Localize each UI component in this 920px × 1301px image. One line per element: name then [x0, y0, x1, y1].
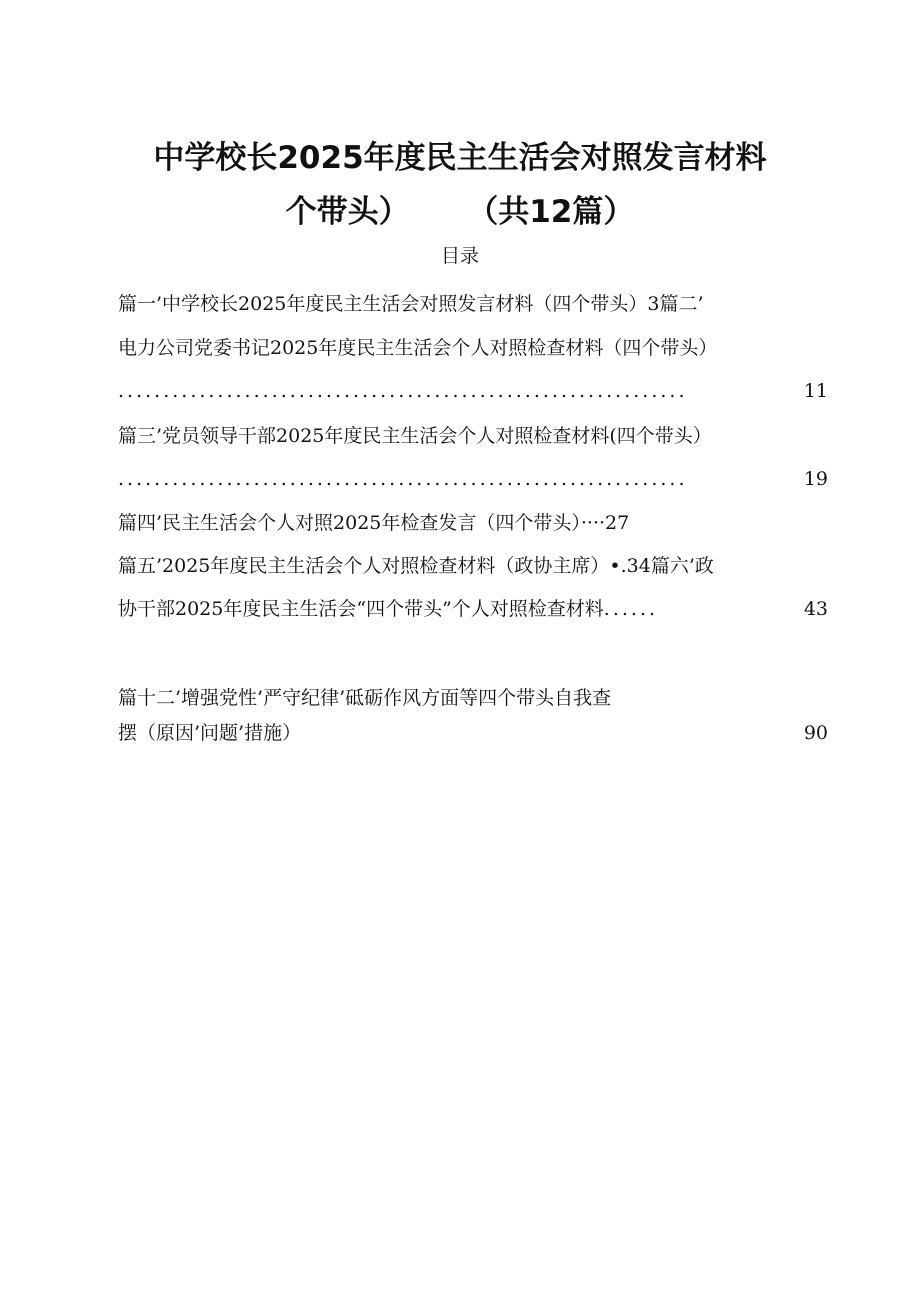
toc-page-number: 90	[803, 722, 828, 744]
toc-page-number: 19	[803, 468, 828, 490]
title-line-2-part-2: （共12篇）	[467, 194, 635, 230]
toc-line-10	[118, 718, 828, 748]
toc-line-7: 篇五’2025年度民主生活会个人对照检查材料（政协主席）•.34篇六’政	[118, 555, 714, 577]
toc-leader-dots: ......	[603, 598, 659, 620]
document-title-line-1: 中学校长2025年度民主生活会对照发言材料	[153, 140, 767, 176]
toc-entry-text: 协干部2025年度民主生活会“四个带头”个人对照检查材料	[118, 598, 604, 620]
toc-leader-dots: ...............................................................	[118, 380, 688, 402]
title-line-2-part-1: 个带头）	[285, 194, 410, 230]
toc-line-3	[118, 376, 828, 406]
document-title-line-2	[0, 192, 920, 232]
toc-line-9: 篇十二’增强党性’严守纪律’砥砺作风方面等四个带头自我查	[118, 687, 612, 709]
toc-line-5	[118, 464, 828, 494]
toc-page-number: 11	[803, 380, 828, 402]
toc-line-8	[118, 594, 828, 624]
toc-line-2: 电力公司党委书记2025年度民主生活会个人对照检查材料（四个带头）	[118, 337, 718, 359]
toc-heading: 目录	[440, 245, 479, 267]
toc-page-number: 43	[803, 598, 828, 620]
toc-line-6: 篇四’民主生活会个人对照2025年检查发言（四个带头）····27	[118, 512, 630, 534]
toc-entry-text: 摆（原因’问题’措施）	[118, 722, 302, 744]
toc-line-1: 篇一’中学校长2025年度民主生活会对照发言材料（四个带头）3篇二’	[118, 293, 704, 315]
toc-leader-dots: ...............................................................	[118, 468, 688, 490]
toc-line-4: 篇三’党员领导干部2025年度民主生活会个人对照检查材料(四个带头）	[118, 425, 712, 447]
